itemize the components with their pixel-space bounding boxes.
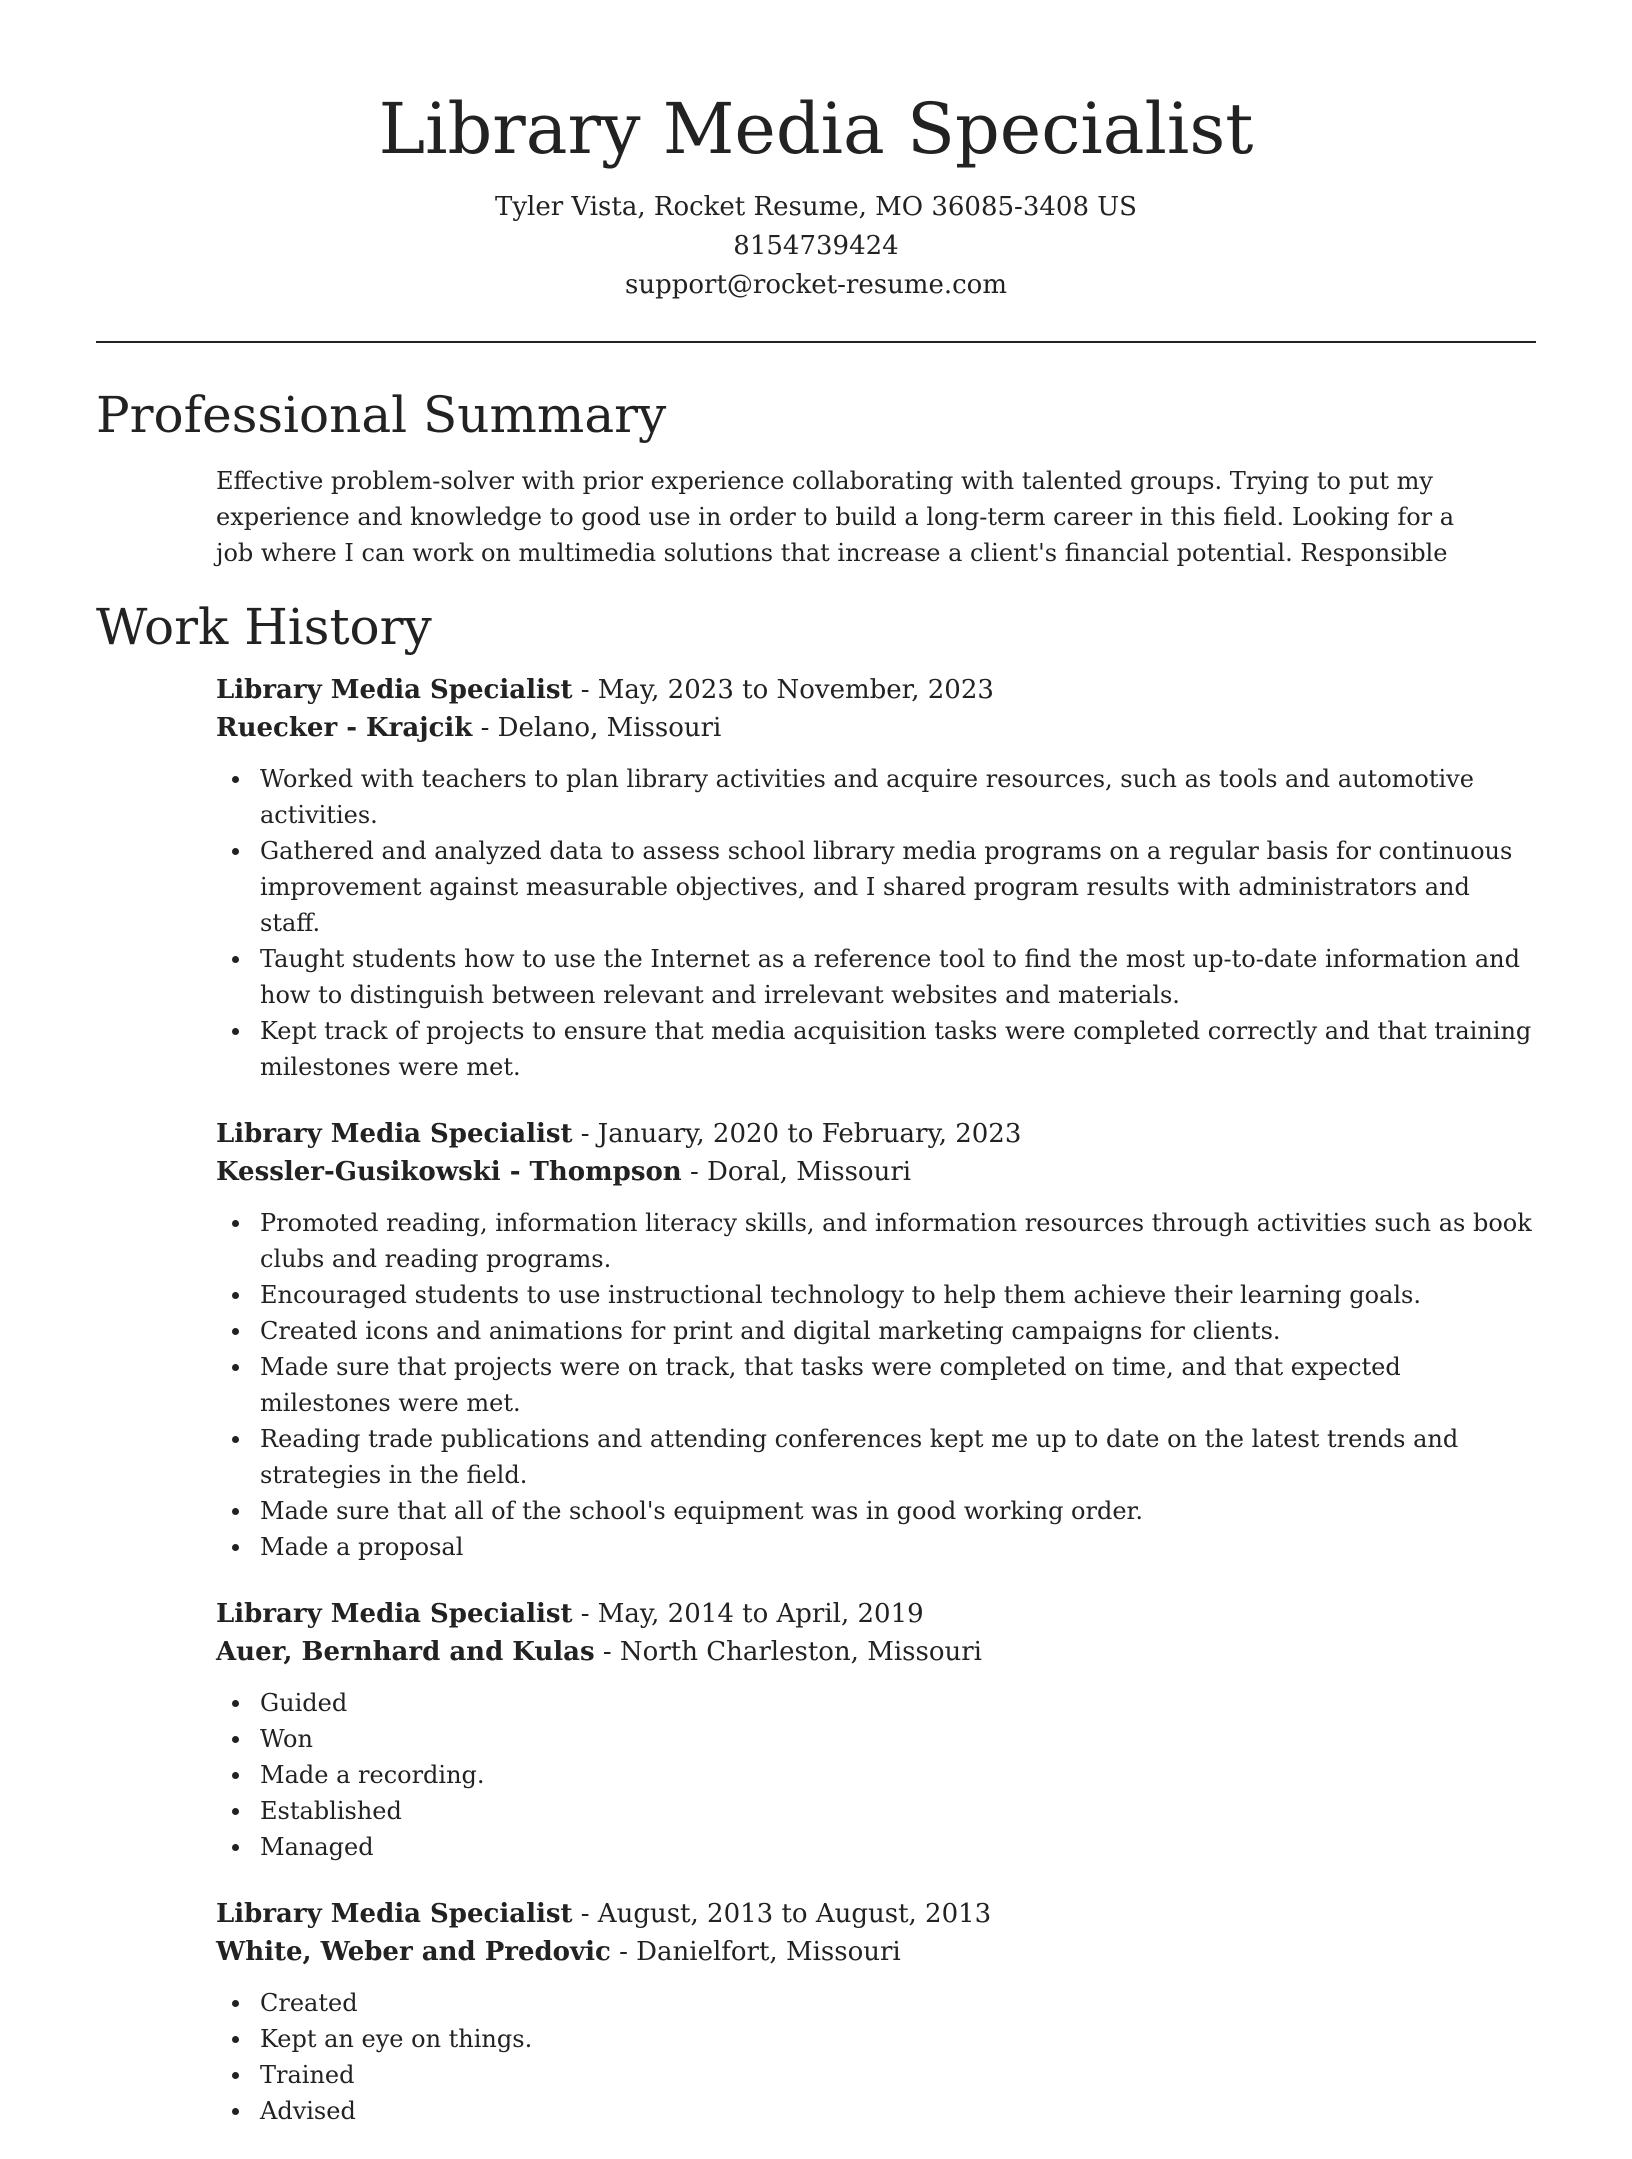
job-bullet: Kept track of projects to ensure that media acquisition tasks were completed correctly and that training milestones were met. xyxy=(260,1013,1536,1085)
contact-phone: 8154739424 xyxy=(733,231,899,261)
job-company-line xyxy=(216,1153,1536,1191)
job-company: White, Weber and Predovic xyxy=(216,1937,611,1967)
job-bullet: Promoted reading, information literacy skills, and information resources through activities such as book clubs and reading programs. xyxy=(260,1205,1536,1277)
job-location: - Delano, Missouri xyxy=(472,713,722,743)
job-location: - North Charleston, Missouri xyxy=(594,1637,982,1667)
job-location: - Danielfort, Missouri xyxy=(610,1937,901,1967)
work-history-heading: Work History xyxy=(96,598,432,656)
job-bullet: Made sure that all of the school's equipment was in good working order. xyxy=(260,1493,1536,1529)
job-title-line xyxy=(216,671,1536,709)
job-bullet: Established xyxy=(260,1793,1536,1829)
job-title: Library Media Specialist xyxy=(216,1119,573,1149)
job-bullet: Guided xyxy=(260,1685,1536,1721)
job-title: Library Media Specialist xyxy=(216,675,573,705)
job-dates: - May, 2014 to April, 2019 xyxy=(572,1599,924,1629)
job-entry xyxy=(216,671,1536,1085)
job-bullet: Kept an eye on things. xyxy=(260,2021,1536,2057)
job-bullet: Worked with teachers to plan library activities and acquire resources, such as tools and automotive activities. xyxy=(260,761,1536,833)
job-title-line xyxy=(216,1115,1536,1153)
job-bullet: Encouraged students to use instructional technology to help them achieve their learning goals. xyxy=(260,1277,1536,1313)
summary-heading: Professional Summary xyxy=(96,386,667,444)
job-bullet: Made a proposal xyxy=(260,1529,1536,1565)
document-title: Library Media Specialist xyxy=(378,88,1254,170)
job-company-line xyxy=(216,1933,1536,1971)
job-bullets xyxy=(216,1985,1536,2129)
job-company-line xyxy=(216,709,1536,747)
job-title-line xyxy=(216,1895,1536,1933)
contact-address: Tyler Vista, Rocket Resume, MO 36085-3408 US xyxy=(494,192,1137,222)
job-company: Ruecker - Krajcik xyxy=(216,713,473,743)
job-title: Library Media Specialist xyxy=(216,1599,573,1629)
job-title-line xyxy=(216,1595,1536,1633)
job-bullet: Made a recording. xyxy=(260,1757,1536,1793)
job-title: Library Media Specialist xyxy=(216,1899,573,1929)
job-entry xyxy=(216,1895,1536,2129)
job-bullet: Managed xyxy=(260,1829,1536,1865)
resume-header xyxy=(96,0,1536,305)
job-bullets xyxy=(216,1685,1536,1865)
job-bullet: Gathered and analyzed data to assess school library media programs on a regular basis for continuous improvement against measurable objectives, and I shared program results with administrators and staff. xyxy=(260,833,1536,941)
job-bullet: Created xyxy=(260,1985,1536,2021)
job-location: - Doral, Missouri xyxy=(681,1157,912,1187)
summary-text: Effective problem-solver with prior experience collaborating with talented groups. Trying to put my experience and knowledge to good use in order to build a long-term career in this field. Looking for a job where I can work on multimedia solutions that increase a client's financial potential. Responsible xyxy=(216,467,1455,567)
job-dates: - August, 2013 to August, 2013 xyxy=(572,1899,992,1929)
contact-email: support@rocket-resume.com xyxy=(624,270,1007,300)
job-bullets xyxy=(216,1205,1536,1565)
job-company-line xyxy=(216,1633,1536,1671)
work-history-list xyxy=(216,671,1536,2129)
job-bullet: Created icons and animations for print and digital marketing campaigns for clients. xyxy=(260,1313,1536,1349)
job-bullet: Trained xyxy=(260,2057,1536,2093)
header-divider xyxy=(96,341,1536,343)
job-bullet: Won xyxy=(260,1721,1536,1757)
job-company: Auer, Bernhard and Kulas xyxy=(216,1637,595,1667)
job-bullets xyxy=(216,761,1536,1085)
resume-page xyxy=(96,0,1536,2159)
job-bullet: Advised xyxy=(260,2093,1536,2129)
job-dates: - May, 2023 to November, 2023 xyxy=(572,675,994,705)
job-entry xyxy=(216,1595,1536,1865)
job-bullet: Made sure that projects were on track, that tasks were completed on time, and that expected milestones were met. xyxy=(260,1349,1536,1421)
job-bullet: Taught students how to use the Internet as a reference tool to find the most up-to-date information and how to distinguish between relevant and irrelevant websites and materials. xyxy=(260,941,1536,1013)
job-bullet: Reading trade publications and attending conferences kept me up to date on the latest trends and strategies in the field. xyxy=(260,1421,1536,1493)
job-company: Kessler-Gusikowski - Thompson xyxy=(216,1157,682,1187)
job-dates: - January, 2020 to February, 2023 xyxy=(572,1119,1022,1149)
contact-info xyxy=(96,188,1536,305)
job-entry xyxy=(216,1115,1536,1565)
